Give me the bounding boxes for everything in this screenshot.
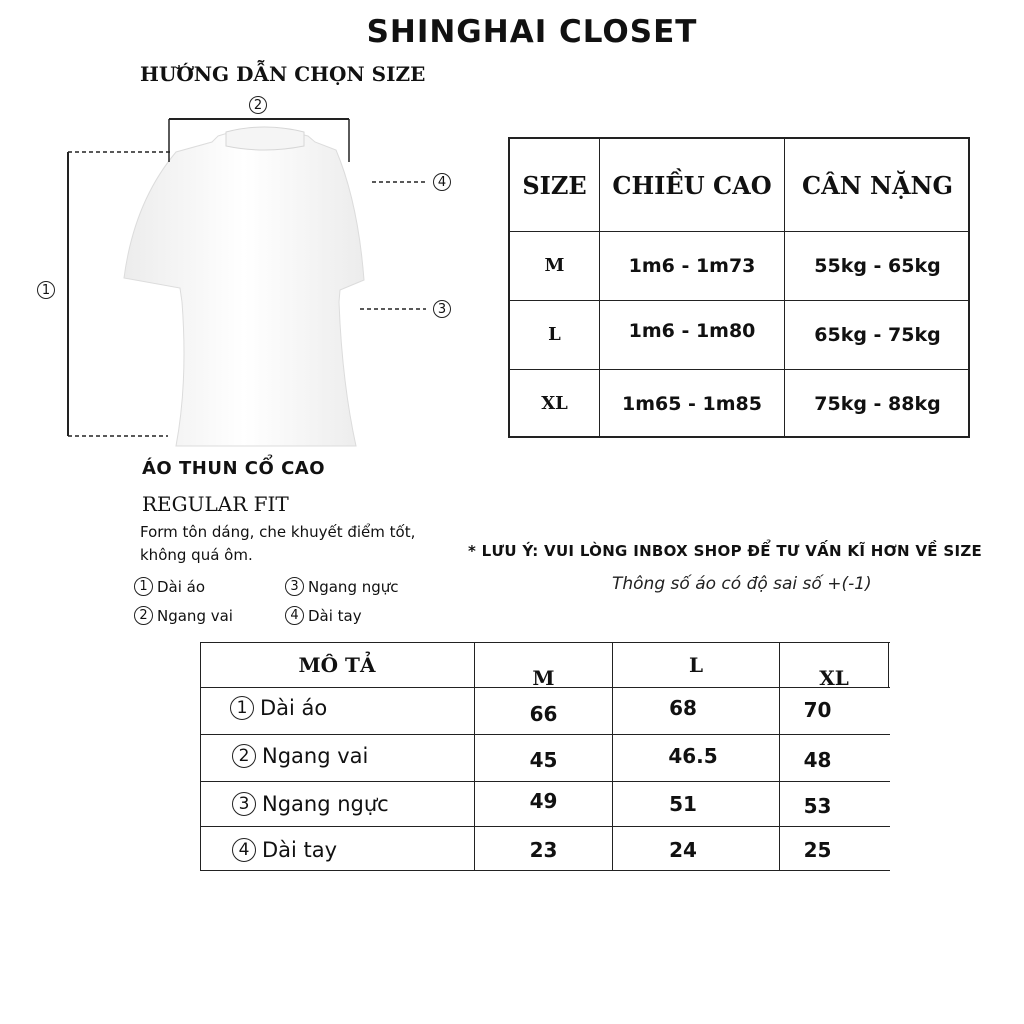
header-m: M xyxy=(532,666,555,690)
legend-number: 3 xyxy=(285,577,304,596)
measure-label: Dài áo xyxy=(260,696,328,720)
marker-1: 1 xyxy=(37,281,55,299)
measure-description xyxy=(232,736,368,776)
size-table xyxy=(508,137,970,438)
marker-3: 3 xyxy=(433,300,451,318)
measure-cell-l: 46.5 xyxy=(668,744,718,768)
measure-number: 4 xyxy=(232,838,256,862)
header-size: SIZE xyxy=(522,170,587,200)
height-cell: 1m6 - 1m80 xyxy=(628,320,756,342)
fit-description-line2: không quá ôm. xyxy=(140,546,253,564)
size-cell: XL xyxy=(541,393,568,414)
header-height: CHIỀU CAO xyxy=(612,170,772,200)
size-cell: M xyxy=(544,255,565,276)
measurement-table xyxy=(200,642,890,872)
legend-label: Dài áo xyxy=(157,577,206,596)
measure-cell-xl: 53 xyxy=(803,794,832,818)
measure-label: Dài tay xyxy=(262,838,338,862)
header-l: L xyxy=(688,652,704,677)
measure-cell-xl: 48 xyxy=(803,748,832,772)
legend-label: Ngang ngực xyxy=(308,577,399,596)
marker-4: 4 xyxy=(433,173,451,191)
height-cell: 1m6 - 1m73 xyxy=(628,254,756,277)
tshirt-illustration xyxy=(60,92,460,452)
fit-title: REGULAR FIT xyxy=(142,492,289,516)
measure-cell-xl: 25 xyxy=(803,838,832,862)
measure-label: Ngang ngực xyxy=(262,792,389,816)
measure-cell-m: 49 xyxy=(529,789,558,813)
weight-cell: 55kg - 65kg xyxy=(814,254,941,277)
measure-label: Ngang vai xyxy=(262,744,369,768)
legend-number: 4 xyxy=(285,606,304,625)
height-cell: 1m65 - 1m85 xyxy=(621,392,763,415)
size-cell: L xyxy=(548,324,561,345)
size-guide-title: HƯỚNG DẪN CHỌN SIZE xyxy=(140,62,426,86)
legend-item xyxy=(134,577,205,596)
measure-number: 3 xyxy=(232,792,256,816)
size-note: * LƯU Ý: VUI LÒNG INBOX SHOP ĐỂ TƯ VẤN KĨ HƠN VỀ SIZE xyxy=(468,542,983,560)
measure-cell-m: 45 xyxy=(529,748,558,772)
shirt-diagram xyxy=(60,92,460,452)
legend-item xyxy=(285,577,399,596)
measure-description xyxy=(232,830,337,870)
measure-number: 2 xyxy=(232,744,256,768)
header-description: MÔ TẢ xyxy=(298,652,376,677)
measure-cell-m: 66 xyxy=(529,702,558,726)
weight-cell: 75kg - 88kg xyxy=(814,392,941,415)
weight-cell: 65kg - 75kg xyxy=(814,323,941,346)
legend-item xyxy=(134,606,233,625)
marker-2: 2 xyxy=(249,96,267,114)
garment-name: ÁO THUN CỔ CAO xyxy=(142,458,326,479)
measure-number: 1 xyxy=(230,696,254,720)
legend-number: 2 xyxy=(134,606,153,625)
fit-description-line1: Form tôn dáng, che khuyết điểm tốt, xyxy=(140,523,416,541)
measure-cell-l: 68 xyxy=(669,696,697,720)
legend-label: Ngang vai xyxy=(157,606,233,625)
tshirt-shape xyxy=(124,129,364,446)
brand-title: SHINGHAI CLOSET xyxy=(366,14,698,50)
measure-cell-m: 23 xyxy=(529,838,558,862)
measure-description xyxy=(232,784,389,824)
measure-cell-xl: 70 xyxy=(803,698,832,722)
legend-item xyxy=(285,606,362,625)
legend-number: 1 xyxy=(134,577,153,596)
header-xl: XL xyxy=(819,666,849,690)
tolerance-note: Thông số áo có độ sai số +(-1) xyxy=(612,574,872,594)
measure-description xyxy=(230,688,327,728)
legend-label: Dài tay xyxy=(308,606,362,625)
header-weight: CÂN NẶNG xyxy=(801,170,953,200)
measure-cell-l: 51 xyxy=(669,792,697,816)
measure-cell-l: 24 xyxy=(669,838,697,862)
